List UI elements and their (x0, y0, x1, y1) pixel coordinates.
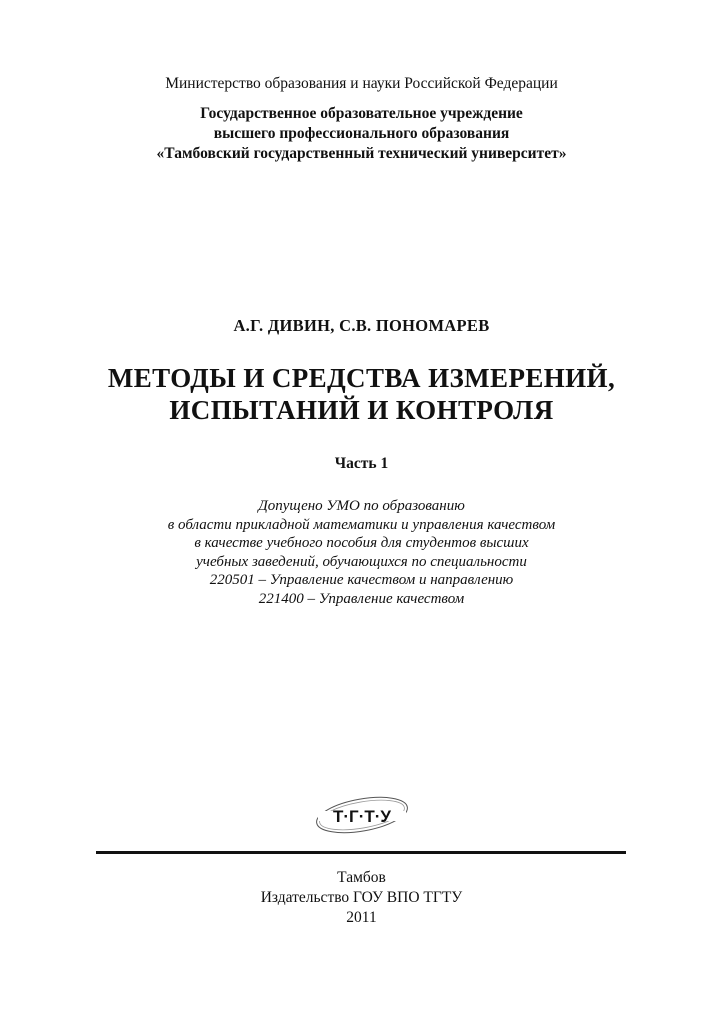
approval-line-3: в качестве учебного пособия для студентов высших (194, 535, 529, 551)
imprint-publisher: Издательство ГОУ ВПО ТГТУ (260, 889, 463, 906)
ministry-header (0, 74, 723, 94)
institution-line-2: высшего профессионального образования (213, 125, 510, 142)
tgtu-logo-text: Т·Г·Т·У (333, 807, 391, 826)
institution-line-1: Государственное образовательное учреждение (200, 105, 523, 122)
imprint-city: Тамбов (337, 869, 386, 886)
book-title-line-1: МЕТОДЫ И СРЕДСТВА ИЗМЕРЕНИЙ, (107, 363, 616, 393)
approval-line-6: 221400 – Управление качеством (258, 590, 465, 607)
book-title-line-2: ИСПЫТАНИЙ И КОНТРОЛЯ (169, 395, 554, 425)
imprint (0, 868, 723, 928)
book-title (0, 362, 723, 426)
tgtu-logo-icon (312, 795, 412, 835)
institution-header (0, 104, 723, 164)
approval-line-1: Допущено УМО по образованию (258, 498, 465, 514)
approval-line-5: 220501 – Управление качеством и направлению (209, 572, 514, 588)
authors: А.Г. ДИВИН, С.В. ПОНОМАРЕВ (233, 316, 490, 335)
ministry-name: Министерство образования и науки Российской Федерации (165, 75, 558, 92)
approval-line-4: учебных заведений, обучающихся по специальности (196, 553, 527, 570)
approval-line-2: в области прикладной математики и управления качеством (167, 516, 556, 533)
part-label: Часть 1 (334, 455, 389, 472)
divider-rule (96, 851, 626, 854)
imprint-year: 2011 (346, 909, 377, 926)
approval-notice (0, 497, 723, 608)
institution-line-3: «Тамбовский государственный технический университет» (156, 145, 567, 162)
